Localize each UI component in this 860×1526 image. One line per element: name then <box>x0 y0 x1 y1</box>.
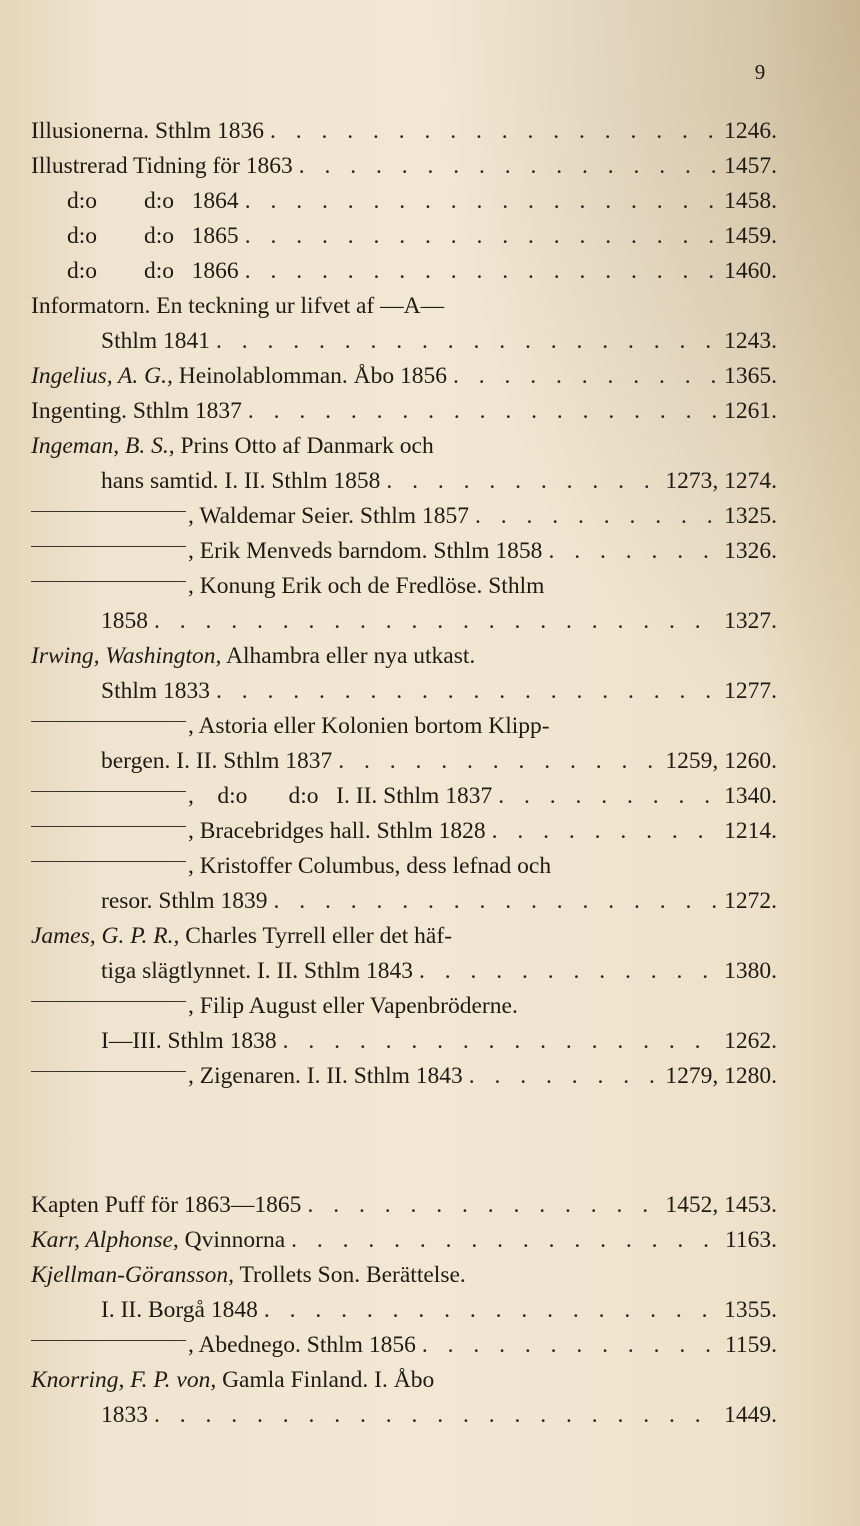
entry-ref: 1279, 1280. <box>665 1063 777 1089</box>
entry-continuation: I—III. Sthlm 1838 <box>101 1028 277 1054</box>
index-entry <box>31 534 777 569</box>
ditto-dash <box>31 721 186 722</box>
entry-text: Knorring, F. P. von, Gamla Finland. I. Åbo <box>31 1367 435 1393</box>
leader-dots <box>453 359 718 394</box>
index-column <box>31 114 777 1433</box>
entry-ref: 1340. <box>724 783 777 809</box>
leader-dots <box>245 219 718 254</box>
entry-text: , Filip August eller Vapenbröderne. <box>31 989 777 1024</box>
entry-continuation: I. II. Borgå 1848 <box>101 1297 258 1323</box>
entry-text: Karr, Alphonse, Qvinnorna <box>31 1227 286 1253</box>
leader-dots <box>299 149 718 184</box>
entry-text: , Bracebridges hall. Sthlm 1828 <box>31 814 486 849</box>
entry-text: d:o d:o 1865 <box>67 223 239 249</box>
entry-ref: 1163. <box>724 1227 777 1253</box>
entry-ref: 1246. <box>724 118 777 144</box>
leader-dots <box>283 1024 719 1059</box>
index-entry <box>31 569 777 639</box>
entry-text: , Astoria eller Kolonien bortom Klipp- <box>31 709 777 744</box>
entry-ref: 1452, 1453. <box>665 1192 777 1218</box>
leader-dots <box>492 814 719 849</box>
ditto-dash <box>31 581 186 582</box>
leader-dots <box>422 1328 719 1363</box>
entry-text: Ingeman, B. S., Prins Otto af Danmark och <box>31 433 434 459</box>
entry-ref: 1214. <box>724 818 777 844</box>
entry-text: , Abednego. Sthlm 1856 <box>31 1328 416 1363</box>
entry-ref: 1457. <box>724 153 777 179</box>
entry-ref: 1272. <box>724 888 777 914</box>
index-entry <box>31 1188 777 1223</box>
leader-dots <box>386 464 659 499</box>
index-entry <box>31 429 777 499</box>
leader-dots <box>248 394 718 429</box>
leader-dots <box>291 1223 719 1258</box>
entry-ref: 1326. <box>724 538 777 564</box>
index-entry <box>31 814 777 849</box>
leader-dots <box>548 534 718 569</box>
leader-dots <box>154 1398 718 1433</box>
leader-dots <box>270 114 718 149</box>
author-name: James, G. P. R., <box>31 923 180 949</box>
leader-dots <box>307 1188 659 1223</box>
entry-text: , Konung Erik och de Fredlöse. Sthlm <box>31 569 777 604</box>
index-entry <box>31 709 777 779</box>
entry-text: Informatorn. En teckning ur lifvet af —A— <box>31 293 445 319</box>
entry-continuation: bergen. I. II. Sthlm 1837 <box>101 748 333 774</box>
author-name: Karr, Alphonse, <box>31 1227 179 1253</box>
leader-dots <box>264 1293 718 1328</box>
index-entry <box>31 849 777 919</box>
ditto-dash <box>31 826 186 827</box>
entry-text: , Waldemar Seier. Sthlm 1857 <box>31 499 469 534</box>
entry-ref: 1458. <box>724 188 777 214</box>
leader-dots <box>475 499 718 534</box>
entry-ref: 1460. <box>724 258 777 284</box>
index-entry <box>31 1328 777 1363</box>
entry-text: Kjellman-Göransson, Trollets Son. Berättelse. <box>31 1262 466 1288</box>
entry-ref: 1325. <box>724 503 777 529</box>
entry-continuation: Sthlm 1841 <box>101 328 211 354</box>
entry-continuation: 1833 <box>101 1402 148 1428</box>
entry-text: , Kristoffer Columbus, dess lefnad och <box>31 849 777 884</box>
entry-ref: 1273, 1274. <box>665 468 777 494</box>
page-number: 9 <box>754 60 766 84</box>
entry-text: Illusionerna. Sthlm 1836 <box>31 118 265 144</box>
entry-ref: 1262. <box>724 1028 777 1054</box>
entry-ref: 1277. <box>724 678 777 704</box>
entry-continuation: resor. Sthlm 1839 <box>101 888 268 914</box>
index-entry <box>31 114 777 149</box>
ditto-dash <box>31 546 186 547</box>
entry-text: d:o d:o 1866 <box>67 258 239 284</box>
entry-ref: 1259, 1260. <box>665 748 777 774</box>
index-entry <box>31 639 777 709</box>
entry-text: , Zigenaren. I. II. Sthlm 1843 <box>31 1059 463 1094</box>
entry-text: Ingelius, A. G., Heinolablomman. Åbo 1856 <box>31 363 448 389</box>
leader-dots <box>273 884 718 919</box>
leader-dots <box>216 674 718 709</box>
entry-text: Ingenting. Sthlm 1837 <box>31 398 242 424</box>
ditto-dash <box>31 791 186 792</box>
entry-continuation: Sthlm 1833 <box>101 678 211 704</box>
entry-ref: 1459. <box>724 223 777 249</box>
entry-text: Illustrerad Tidning för 1863 <box>31 153 293 179</box>
section-gap <box>31 1094 777 1188</box>
ditto-dash <box>31 1001 186 1002</box>
entry-continuation: hans samtid. I. II. Sthlm 1858 <box>101 468 381 494</box>
entry-text: , Erik Menveds barndom. Sthlm 1858 <box>31 534 542 569</box>
entry-ref: 1380. <box>724 958 777 984</box>
index-entry <box>31 919 777 989</box>
index-entry <box>31 219 777 254</box>
index-entry <box>31 149 777 184</box>
entry-text: Kapten Puff för 1863—1865 <box>31 1192 302 1218</box>
ditto-dash <box>31 1340 186 1341</box>
entry-ref: 1327. <box>724 608 777 634</box>
entry-text: Irwing, Washington, Alhambra eller nya utkast. <box>31 643 476 669</box>
entry-ref: 1261. <box>724 398 777 424</box>
ditto-dash <box>31 861 186 862</box>
entry-ref: 1159. <box>724 1332 777 1358</box>
leader-dots <box>154 604 718 639</box>
leader-dots <box>469 1059 660 1094</box>
entry-ref: 1355. <box>724 1297 777 1323</box>
index-entry <box>31 359 777 394</box>
entry-ref: 1365. <box>724 363 777 389</box>
entry-text: James, G. P. R., Charles Tyrrell eller det häf- <box>31 923 453 949</box>
author-name: Ingelius, A. G., <box>31 363 173 389</box>
index-entry <box>31 289 777 359</box>
index-entry <box>31 499 777 534</box>
entry-text: , d:o d:o I. II. Sthlm 1837 <box>31 779 492 814</box>
entry-text: d:o d:o 1864 <box>67 188 239 214</box>
leader-dots <box>419 954 718 989</box>
ditto-dash <box>31 511 186 512</box>
ditto-dash <box>31 1071 186 1072</box>
leader-dots <box>216 324 718 359</box>
entry-continuation: 1858 <box>101 608 148 634</box>
index-entry <box>31 779 777 814</box>
index-entry <box>31 254 777 289</box>
author-name: Knorring, F. P. von, <box>31 1367 217 1393</box>
entry-ref: 1449. <box>724 1402 777 1428</box>
leader-dots <box>245 254 718 289</box>
index-entry <box>31 1258 777 1328</box>
index-entry <box>31 989 777 1059</box>
index-entry <box>31 1059 777 1094</box>
index-entry <box>31 1223 777 1258</box>
leader-dots <box>498 779 718 814</box>
entry-continuation: tiga slägtlynnet. I. II. Sthlm 1843 <box>101 958 413 984</box>
author-name: Ingeman, B. S., <box>31 433 175 459</box>
leader-dots <box>245 184 718 219</box>
entry-ref: 1243. <box>724 328 777 354</box>
index-entry <box>31 184 777 219</box>
leader-dots <box>338 744 659 779</box>
author-name: Kjellman-Göransson, <box>31 1262 235 1288</box>
index-entry <box>31 1363 777 1433</box>
index-entry <box>31 394 777 429</box>
author-name: Irwing, Washington, <box>31 643 222 669</box>
